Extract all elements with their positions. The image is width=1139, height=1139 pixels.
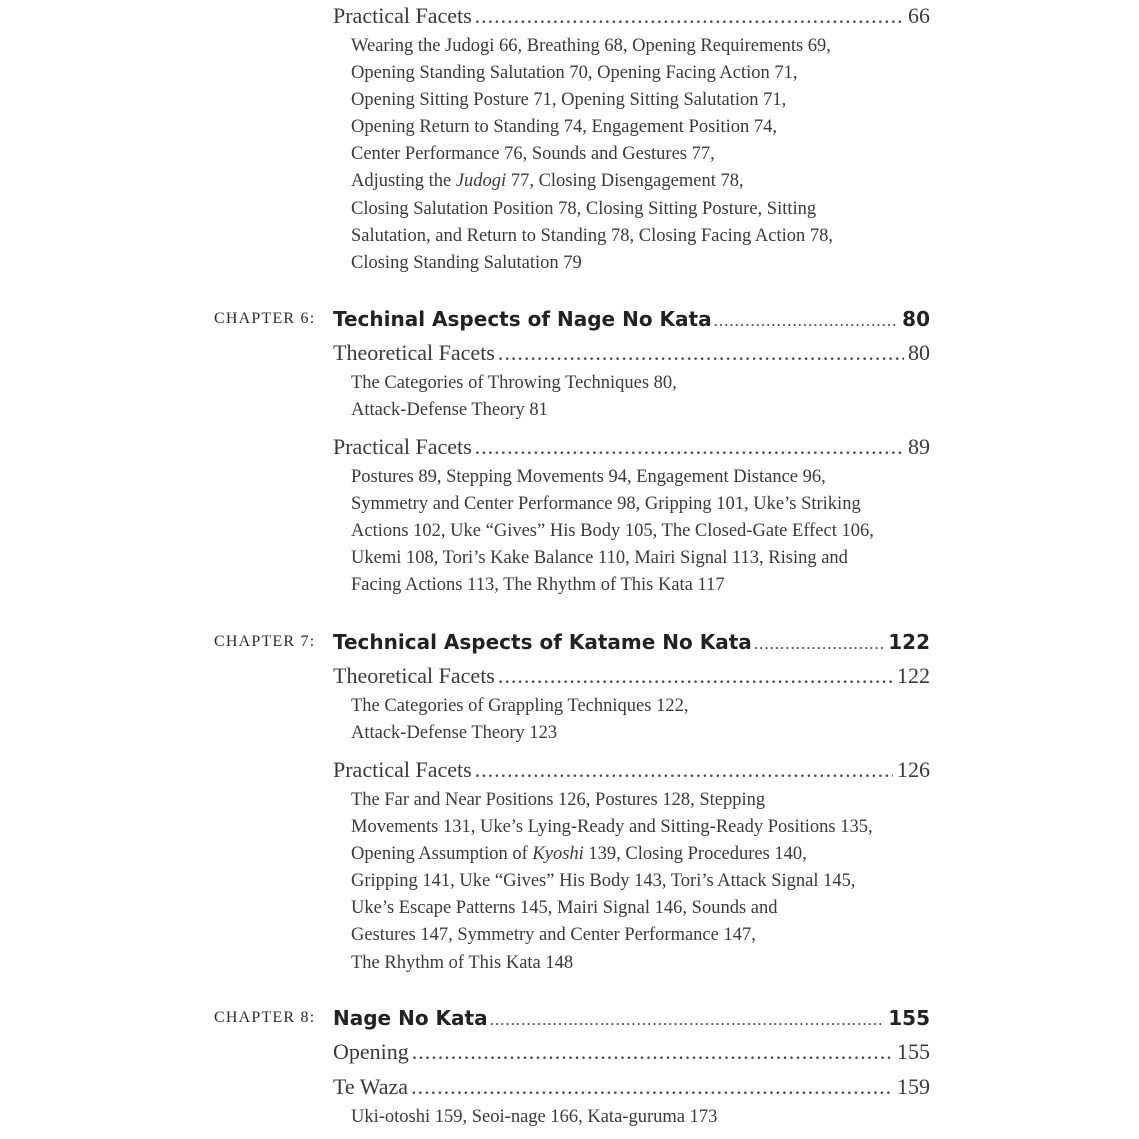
subtopic-line: Salutation, and Return to Standing 78, Closing Facing Action 78, (351, 225, 834, 246)
subtopic-line: Uki-otoshi 159, Seoi-nage 166, Kata-guruma 173 (351, 1107, 718, 1127)
toc-entry-practical-facets[interactable] (333, 2, 930, 30)
entry-page-number: 155 (897, 1039, 930, 1064)
subtopic-line (351, 168, 931, 195)
chapter-label: CHAPTER 8: (214, 1009, 316, 1026)
subtopic-line: Uke’s Escape Patterns 145, Mairi Signal 146, Sounds and (351, 898, 778, 919)
toc-subtopics (351, 370, 931, 424)
toc-subtopics (351, 787, 931, 977)
chapter-title: Nage No Kata (333, 1006, 488, 1030)
toc-subtopics (351, 693, 931, 747)
subtopic-line: Center Performance 76, Sounds and Gestures 77, (351, 144, 715, 165)
entry-page-number: 122 (897, 663, 930, 688)
subtopic-line: The Categories of Grappling Techniques 122, (351, 696, 689, 716)
dot-leader (412, 1038, 893, 1066)
toc-chapter-6[interactable] (0, 303, 930, 335)
entry-title: Te Waza (333, 1074, 409, 1099)
subtopic-text: 139, Closing Procedures 140, (583, 844, 807, 865)
subtopic-line: Opening Sitting Posture 71, Opening Sitting Salutation 71, (351, 90, 787, 111)
toc-subtopics (351, 1104, 931, 1131)
subtopic-line: Gripping 141, Uke “Gives” His Body 143, Tori’s Attack Signal 145, (351, 871, 856, 892)
dot-leader (498, 339, 904, 367)
subtopic-line: Movements 131, Uke’s Lying-Ready and Sitting-Ready Positions 135, (351, 817, 873, 838)
entry-page-number: 126 (897, 757, 930, 782)
dot-leader (498, 662, 893, 690)
subtopic-line: Closing Salutation Position 78, Closing Sitting Posture, Sitting (351, 198, 817, 219)
toc-chapter-7[interactable] (0, 626, 930, 658)
toc-entry-practical-facets[interactable] (333, 433, 930, 461)
subtopic-italic-term: Judogi (455, 171, 507, 192)
dot-leader (714, 305, 899, 337)
subtopic-line: Closing Standing Salutation 79 (351, 252, 582, 273)
subtopic-line: Postures 89, Stepping Movements 94, Engagement Distance 96, (351, 467, 826, 487)
subtopic-line: Opening Return to Standing 74, Engagement Position 74, (351, 117, 777, 138)
subtopic-line: Symmetry and Center Performance 98, Gripping 101, Uke’s Striking (351, 494, 861, 515)
entry-page-number: 80 (908, 340, 930, 365)
dot-leader (475, 2, 904, 30)
chapter-label: CHAPTER 6: (214, 310, 316, 327)
dot-leader (475, 433, 904, 461)
toc-entry-theoretical-facets[interactable] (333, 662, 930, 690)
subtopic-line: The Far and Near Positions 126, Postures 128, Stepping (351, 790, 766, 810)
toc-entry-opening[interactable] (333, 1038, 930, 1066)
entry-page-number: 66 (908, 3, 930, 28)
toc-subtopics (351, 33, 931, 277)
chapter-title-row (333, 303, 930, 337)
subtopic-line (351, 841, 931, 868)
toc-entry-practical-facets[interactable] (333, 756, 930, 784)
chapter-title: Techinal Aspects of Nage No Kata (333, 307, 712, 331)
toc-subtopics (351, 464, 931, 599)
dot-leader (754, 628, 884, 660)
toc-chapter-8[interactable] (0, 1002, 930, 1034)
subtopic-text: Opening Assumption of (351, 844, 533, 865)
toc-entry-theoretical-facets[interactable] (333, 339, 930, 367)
subtopic-line: Attack-Defense Theory 123 (351, 723, 558, 744)
subtopic-line: Opening Standing Salutation 70, Opening Facing Action 71, (351, 63, 798, 84)
entry-title: Theoretical Facets (333, 340, 495, 365)
subtopic-line: The Rhythm of This Kata 148 (351, 952, 574, 973)
entry-page-number: 89 (908, 434, 930, 459)
subtopic-text: 77, Closing Disengagement 78, (506, 171, 744, 192)
subtopic-text: Adjusting the (351, 171, 456, 192)
subtopic-line: Ukemi 108, Tori’s Kake Balance 110, Mairi Signal 113, Rising and (351, 548, 848, 569)
chapter-title: Technical Aspects of Katame No Kata (333, 630, 752, 654)
chapter-label: CHAPTER 7: (214, 633, 316, 650)
dot-leader (411, 1073, 893, 1101)
entry-title: Practical Facets (333, 3, 472, 28)
subtopic-italic-term: Kyoshi (532, 844, 584, 865)
dot-leader (490, 1004, 885, 1036)
subtopic-line: Gestures 147, Symmetry and Center Performance 147, (351, 925, 756, 946)
toc-entry-te-waza[interactable] (333, 1073, 930, 1101)
chapter-title-row (333, 1002, 930, 1036)
subtopic-line: Facing Actions 113, The Rhythm of This Kata 117 (351, 575, 725, 596)
chapter-page-number: 80 (902, 307, 930, 331)
dot-leader (475, 756, 893, 784)
entry-title: Practical Facets (333, 757, 472, 782)
entry-page-number: 159 (897, 1074, 930, 1099)
chapter-page-number: 122 (888, 630, 930, 654)
chapter-page-number: 155 (888, 1006, 930, 1030)
entry-title: Opening (333, 1039, 409, 1064)
subtopic-line: The Categories of Throwing Techniques 80, (351, 373, 677, 393)
entry-title: Practical Facets (333, 434, 472, 459)
entry-title: Theoretical Facets (333, 663, 495, 688)
chapter-title-row (333, 626, 930, 660)
subtopic-line: Actions 102, Uke “Gives” His Body 105, The Closed-Gate Effect 106, (351, 521, 874, 542)
subtopic-line: Wearing the Judogi 66, Breathing 68, Opening Requirements 69, (351, 36, 831, 56)
subtopic-line: Attack-Defense Theory 81 (351, 400, 548, 421)
